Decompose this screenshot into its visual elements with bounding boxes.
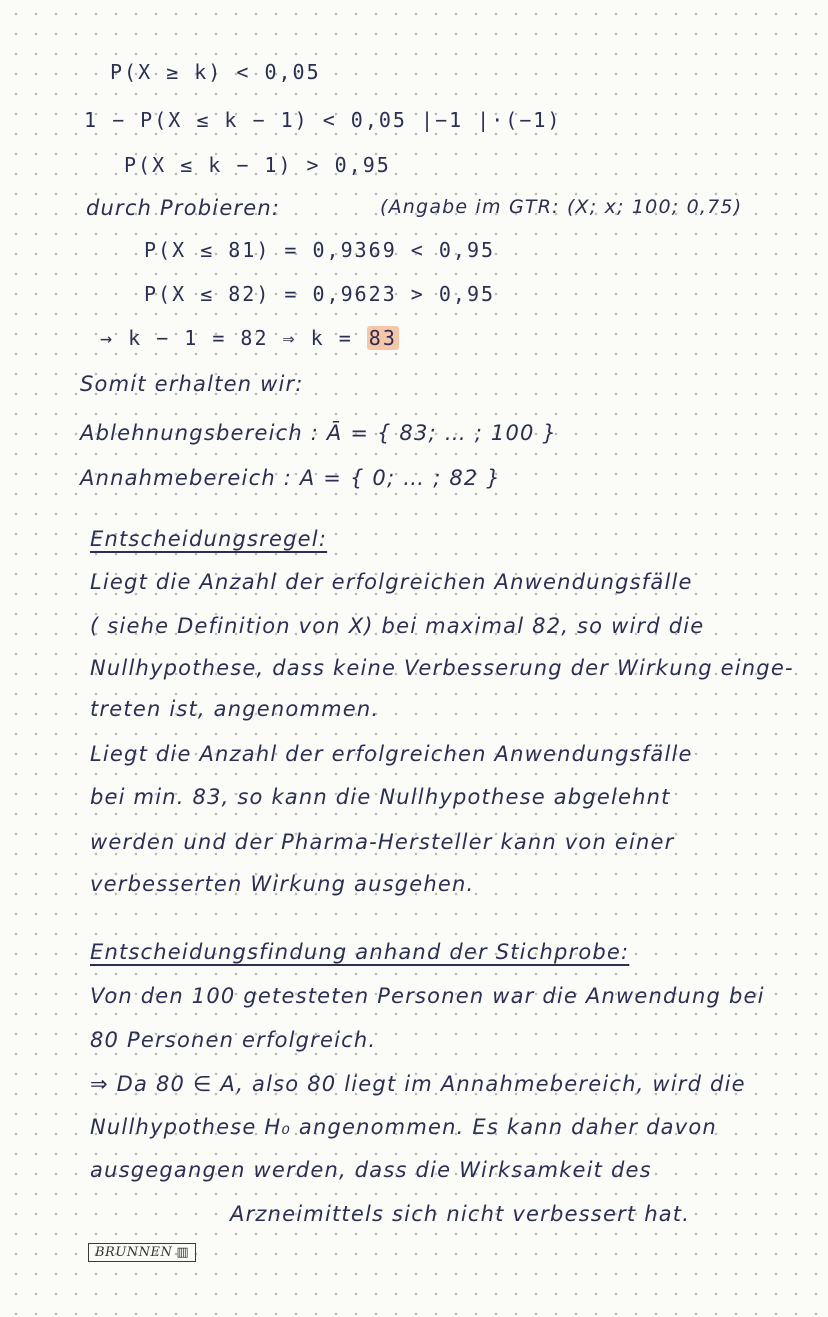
rule-line-5: Liegt die Anzahl der erfolgreichen Anwendungsfälle xyxy=(90,742,693,766)
regions-intro: Somit erhalten wir: xyxy=(80,372,304,396)
rule-line-8: verbesserten Wirkung ausgehen. xyxy=(90,872,475,896)
decision-line-5: ausgegangen werden, dass die Wirksamkeit des xyxy=(90,1158,652,1182)
math-line-1: P(X ≥ k) < 0,05 xyxy=(110,60,321,84)
acceptance-region: Annahmebereich : A = { 0; … ; 82 } xyxy=(80,466,501,490)
critical-value: 83 xyxy=(368,326,397,350)
rule-line-3: Nullhypothese, dass keine Verbesserung der Wirkung einge- xyxy=(90,656,794,680)
decision-line-3: ⇒ Da 80 ∈ A, also 80 liegt im Annahmebereich, wird die xyxy=(90,1072,746,1096)
rejection-region: Ablehnungsbereich : Ā = { 83; … ; 100 } xyxy=(80,421,558,445)
brand-name: BRUNNEN xyxy=(95,1245,173,1260)
math-line-2: 1 − P(X ≤ k − 1) < 0,05 |−1 |·(−1) xyxy=(84,108,562,132)
decision-rule-heading: Entscheidungsregel: xyxy=(90,527,328,551)
brunnen-logo xyxy=(88,1243,196,1262)
method-label: durch Probieren: xyxy=(86,196,281,220)
sample-decision-heading: Entscheidungsfindung anhand der Stichprobe: xyxy=(90,940,630,964)
math-line-7-text: → k − 1 = 82 ⇒ k = xyxy=(100,326,367,350)
rule-line-2: ( siehe Definition von X) bei maximal 82, so wird die xyxy=(90,614,705,638)
decision-line-6: Arzneimittels sich nicht verbessert hat. xyxy=(230,1202,691,1226)
math-line-3: P(X ≤ k − 1) > 0,95 xyxy=(124,153,391,177)
math-line-5: P(X ≤ 81) = 0,9369 < 0,95 xyxy=(144,238,496,262)
rule-line-4: treten ist, angenommen. xyxy=(90,697,380,721)
math-line-7 xyxy=(100,326,399,350)
rule-line-6: bei min. 83, so kann die Nullhypothese abgelehnt xyxy=(90,785,671,809)
decision-line-1: Von den 100 getesteten Personen war die Anwendung bei xyxy=(90,984,765,1008)
math-line-6: P(X ≤ 82) = 0,9623 > 0,95 xyxy=(144,282,496,306)
rule-line-7: werden und der Pharma-Hersteller kann von einer xyxy=(90,830,675,854)
rule-line-1: Liegt die Anzahl der erfolgreichen Anwendungsfälle xyxy=(90,570,693,594)
decision-line-4: Nullhypothese H₀ angenommen. Es kann daher davon xyxy=(90,1115,717,1139)
brand-mark-icon: ▥ xyxy=(176,1245,190,1260)
decision-line-2: 80 Personen erfolgreich. xyxy=(90,1028,377,1052)
gtr-note: (Angabe im GTR: (X; x; 100; 0,75) xyxy=(380,196,743,218)
